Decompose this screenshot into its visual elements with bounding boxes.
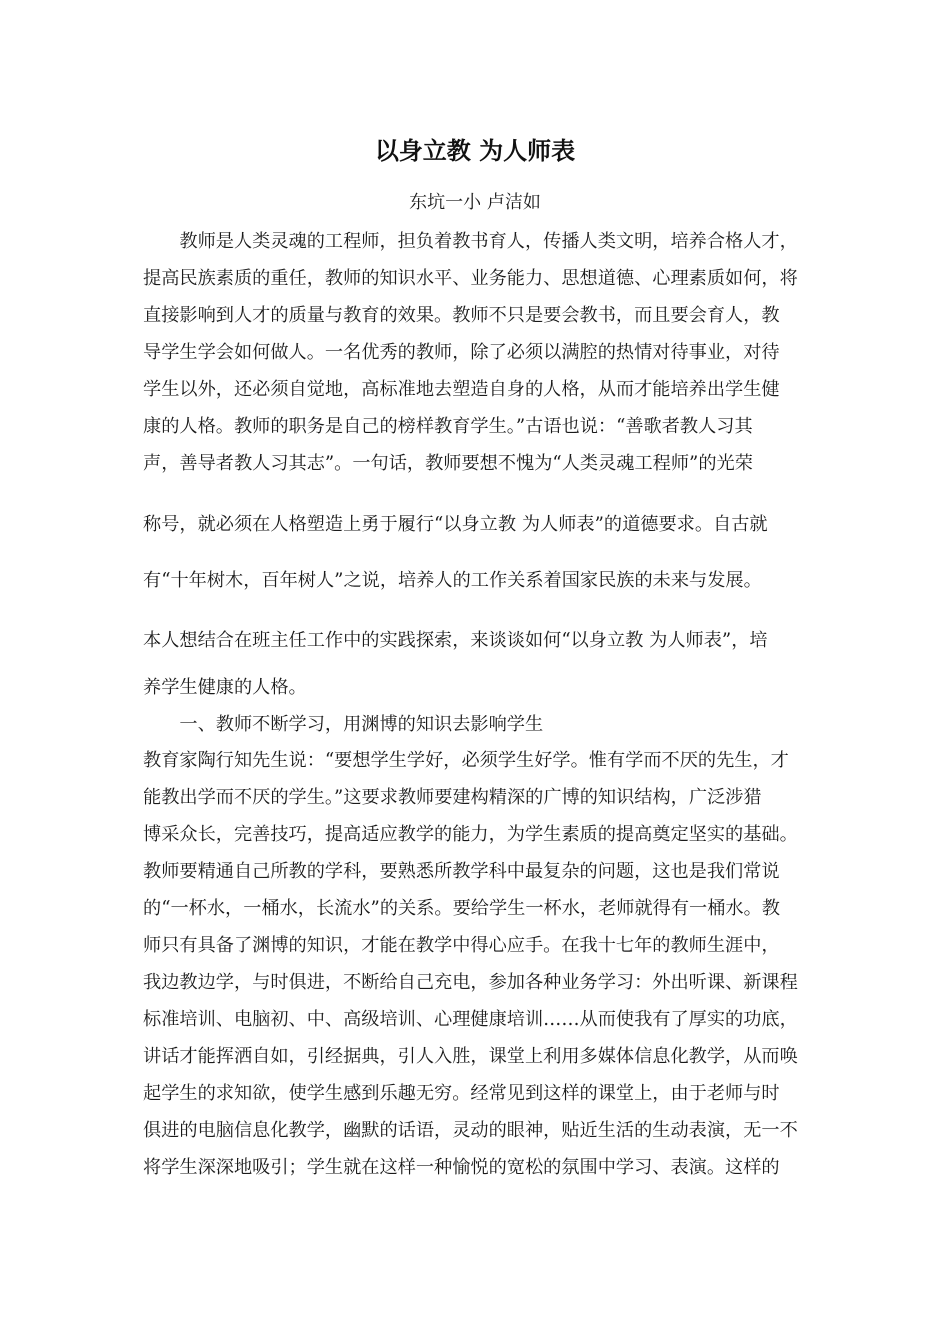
body-line: 康的人格。教师的职务是自己的榜样教育学生。”古语也说：“善歌者教人习其 [143, 416, 753, 437]
body-line: 声，善导者教人习其志”。一句话，教师要想不愧为“人类灵魂工程师”的光荣 [143, 453, 753, 474]
body-line: 的“一杯水，一桶水，长流水”的关系。要给学生一杯水，老师就得有一桶水。教 [143, 898, 780, 919]
body-line: 导学生学会如何做人。一名优秀的教师，除了必须以满腔的热情对待事业，对待 [143, 342, 780, 363]
body-line: 博采众长，完善技巧，提高适应教学的能力，为学生素质的提高奠定坚实的基础。 [143, 824, 798, 845]
author-line: 东坑一小 卢洁如 [409, 192, 541, 213]
body-line: 我边教边学，与时俱进，不断给自己充电，参加各种业务学习：外出听课、新课程 [143, 972, 798, 993]
body-line: 学生以外，还必须自觉地，高标准地去塑造自身的人格，从而才能培养出学生健 [143, 379, 780, 400]
body-line: 将学生深深地吸引；学生就在这样一种愉悦的宽松的氛围中学习、表演。这样的 [143, 1157, 780, 1178]
body-line: 直接影响到人才的质量与教育的效果。教师不只是要会教书，而且要会育人，教 [143, 305, 780, 326]
body-line: 能教出学而不厌的学生。”这要求教师要建构精深的广博的知识结构，广泛涉猎 [143, 787, 762, 808]
body-line: 称号，就必须在人格塑造上勇于履行“以身立教 为人师表”的道德要求。自古就 [143, 514, 768, 535]
body-line: 养学生健康的人格。 [143, 677, 307, 698]
body-line: 本人想结合在班主任工作中的实践探索，来谈谈如何“以身立教 为人师表”，培 [143, 630, 768, 651]
body-line: 起学生的求知欲，使学生感到乐趣无穷。经常见到这样的课堂上，由于老师与时 [143, 1083, 780, 1104]
body-line: 教师是人类灵魂的工程师，担负着教书育人，传播人类文明，培养合格人才， [143, 231, 798, 252]
section-heading: 一、教师不断学习，用渊博的知识去影响学生 [143, 714, 544, 735]
body-line: 教师要精通自己所教的学科，要熟悉所教学科中最复杂的问题，这也是我们常说 [143, 861, 780, 882]
document-title: 以身立教 为人师表 [374, 137, 576, 165]
body-line: 有“十年树木，百年树人”之说，培养人的工作关系着国家民族的未来与发展。 [143, 570, 762, 591]
body-line: 标准培训、电脑初、中、高级培训、心理健康培训……从而使我有了厚实的功底， [143, 1009, 798, 1030]
body-line: 教育家陶行知先生说：“要想学生学好，必须学生好学。惟有学而不厌的先生，才 [143, 750, 789, 771]
body-line: 讲话才能挥洒自如，引经据典，引人入胜，课堂上利用多媒体信息化教学，从而唤 [143, 1046, 798, 1067]
body-line: 俱进的电脑信息化教学，幽默的话语，灵动的眼神，贴近生活的生动表演，无一不 [143, 1120, 798, 1141]
body-line: 师只有具备了渊博的知识，才能在教学中得心应手。在我十七年的教师生涯中， [143, 935, 780, 956]
body-line: 提高民族素质的重任，教师的知识水平、业务能力、思想道德、心理素质如何，将 [143, 268, 798, 289]
